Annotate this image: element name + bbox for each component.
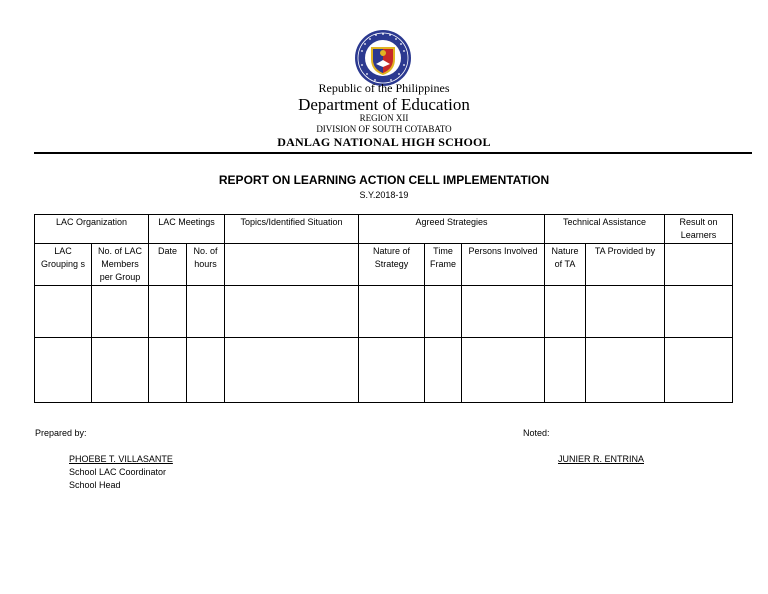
column-header-row: [35, 244, 733, 286]
table-cell: [545, 286, 586, 338]
header-divider: [34, 152, 752, 154]
col-topics-blank: [225, 244, 359, 286]
table-cell: [92, 338, 149, 403]
table-row: [35, 338, 733, 403]
col-hours: No. of hours: [187, 244, 225, 286]
col-nature-of-strategy: Nature of Strategy: [359, 244, 425, 286]
noter-name: JUNIER R. ENTRINA: [558, 454, 645, 464]
table-cell: [149, 338, 187, 403]
table-cell: [225, 286, 359, 338]
group-lac-meetings: LAC Meetings: [149, 215, 225, 244]
table-cell: [425, 286, 462, 338]
table-cell: [586, 338, 665, 403]
school-year: S.Y.2018-19: [359, 190, 409, 200]
table-cell: [425, 338, 462, 403]
division-heading: DIVISION OF SOUTH COTABATO: [316, 124, 452, 134]
table-cell: [665, 286, 733, 338]
table-cell: [545, 338, 586, 403]
republic-heading: Republic of the Philippines: [318, 81, 450, 95]
preparer-role-head: School Head: [69, 480, 121, 490]
department-heading: Department of Education: [298, 95, 470, 114]
col-persons-involved: Persons Involved: [462, 244, 545, 286]
table-cell: [225, 338, 359, 403]
report-title: REPORT ON LEARNING ACTION CELL IMPLEMENTATION: [218, 173, 550, 187]
table-cell: [187, 338, 225, 403]
noted-label: Noted:: [523, 428, 550, 438]
table-cell: [462, 286, 545, 338]
region-heading: REGION XII: [359, 113, 409, 123]
group-topics: Topics/Identified Situation: [225, 215, 359, 244]
group-lac-organization: LAC Organization: [35, 215, 149, 244]
school-name: DANLAG NATIONAL HIGH SCHOOL: [277, 135, 491, 149]
group-agreed-strategies: Agreed Strategies: [359, 215, 545, 244]
table-cell: [586, 286, 665, 338]
table-cell: [359, 338, 425, 403]
table-cell: [359, 286, 425, 338]
table-cell: [35, 338, 92, 403]
table-cell: [92, 286, 149, 338]
deped-seal-logo: [352, 29, 414, 87]
col-members-per-group: No. of LAC Members per Group: [92, 244, 149, 286]
group-header-row: [35, 215, 733, 244]
table-cell: [187, 286, 225, 338]
group-technical-assistance: Technical Assistance: [545, 215, 665, 244]
table-cell: [462, 338, 545, 403]
col-lac-groupings: LAC Grouping s: [35, 244, 92, 286]
preparer-role-coordinator: School LAC Coordinator: [69, 467, 167, 477]
preparer-name: PHOEBE T. VILLASANTE: [69, 454, 173, 464]
col-nature-of-ta: Nature of TA: [545, 244, 586, 286]
group-result-on-learners: Result on Learners: [665, 215, 733, 244]
col-date: Date: [149, 244, 187, 286]
table-cell: [665, 338, 733, 403]
table-cell: [35, 286, 92, 338]
col-result-blank: [665, 244, 733, 286]
table-cell: [149, 286, 187, 338]
col-time-frame: Time Frame: [425, 244, 462, 286]
prepared-by-label: Prepared by:: [35, 428, 87, 438]
table-row: [35, 286, 733, 338]
lac-report-table: [34, 214, 733, 403]
col-ta-provided-by: TA Provided by: [586, 244, 665, 286]
